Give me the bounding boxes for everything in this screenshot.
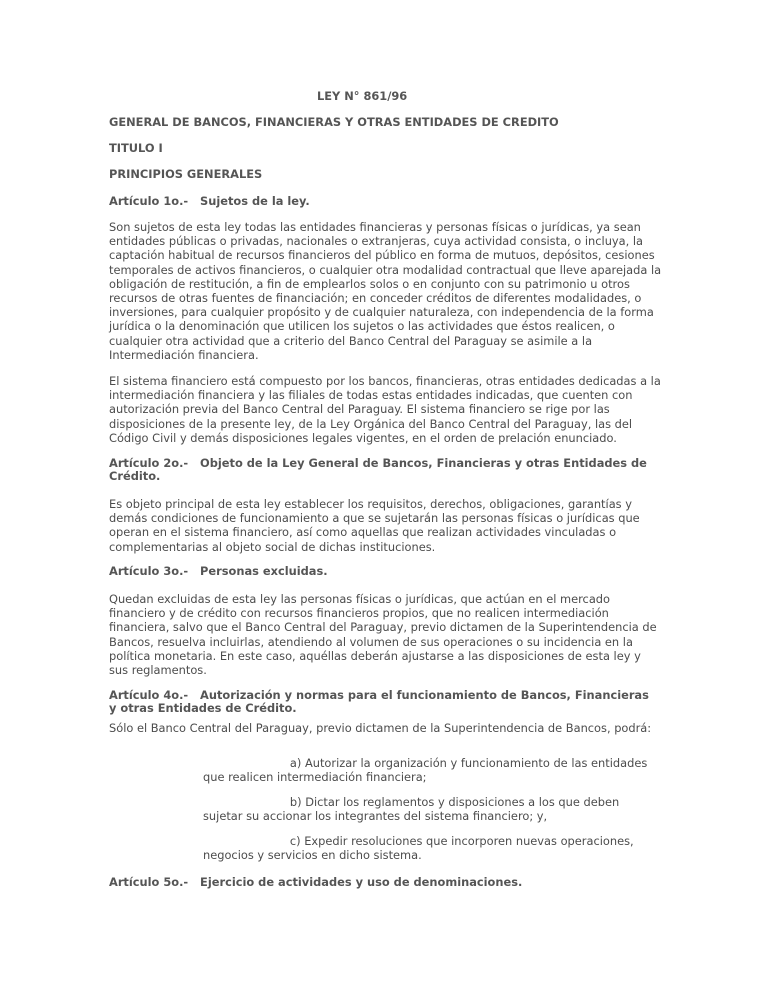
law-subtitle: GENERAL DE BANCOS, FINANCIERAS Y OTRAS ENTIDADES DE CREDITO [109, 115, 559, 129]
article-4-paragraph: Sólo el Banco Central del Paraguay, previo dictamen de la Superintendencia de Bancos, podrá: [109, 721, 652, 735]
article-3-heading: Artículo 3o.- Personas excluidas. [109, 564, 328, 578]
law-title: LEY N° 861/96 [317, 89, 408, 103]
article-1-paragraph-1: Son sujetos de esta ley todas las entidades financieras y personas físicas o jurídicas, ya sean entidades públicas o privadas, nacionales o extranjeras, cuya actividad consista, o incluya, la captación habitual de recursos financieros del público en forma de mutuos, depósitos, cesiones temporales de activos financieros, o cualquier otra modalidad contractual que lleve aparejada la obligación de restitución, a fin de emplearlos solos o en conjunto con su patrimonio u otros recursos de otras fuentes de financiación; en conceder créditos de diferentes modalidades, o inversiones, para cualquier propósito y de cualquier naturaleza, con independencia de la forma jurídica o la denominación que utilicen los sujetos o las actividades que éstos realicen, o cualquier otra actividad que a criterio del Banco Central del Paraguay se asimile a la Intermediación financiera. [109, 220, 662, 362]
article-1-paragraph-2: El sistema financiero está compuesto por los bancos, financieras, otras entidades dedicadas a la intermediación financiera y las filiales de todas estas entidades indicadas, que cuenten con autorización previa del Banco Central del Paraguay. El sistema financiero se rige por las disposiciones de la presente ley, de la Ley Orgánica del Banco Central del Paraguay, las del Código Civil y demás disposiciones legales vigentes, en el orden de prelación enunciado. [109, 374, 661, 445]
title-name: PRINCIPIOS GENERALES [109, 167, 263, 181]
article-2-heading: Artículo 2o.- Objeto de la Ley General de Bancos, Financieras y otras Entidades de Crédito. [109, 456, 647, 484]
article-1-heading: Artículo 1o.- Sujetos de la ley. [109, 194, 310, 208]
article-5-heading: Artículo 5o.- Ejercicio de actividades y uso de denominaciones. [109, 875, 523, 889]
article-4-item-c: c) Expedir resoluciones que incorporen nuevas operaciones, negocios y servicios en dicho sistema. [203, 834, 634, 863]
article-4-heading: Artículo 4o.- Autorización y normas para el funcionamiento de Bancos, Financieras y otras Entidades de Crédito. [109, 688, 649, 716]
article-4-item-a: a) Autorizar la organización y funcionamiento de las entidades que realicen intermediación financiera; [203, 756, 648, 785]
article-4-item-b: b) Dictar los reglamentos y disposiciones a los que deben sujetar su accionar los integrantes del sistema financiero; y, [203, 795, 620, 824]
title-number: TITULO I [109, 141, 163, 155]
article-3-paragraph: Quedan excluidas de esta ley las personas físicas o jurídicas, que actúan en el mercado financiero y de crédito con recursos financieros propios, que no realicen intermediación financiera, salvo que el Banco Central del Paraguay, previo dictamen de la Superintendencia de Bancos, resuelva incluirlas, atendiendo al volumen de sus operaciones o su incidencia en la política monetaria. En este caso, aquéllas deberán ajustarse a las disposiciones de esta ley y sus reglamentos. [109, 592, 657, 678]
article-2-paragraph: Es objeto principal de esta ley establecer los requisitos, derechos, obligaciones, garantías y demás condiciones de funcionamiento a que se sujetarán las personas físicas o jurídicas que operan en el sistema financiero, así como aquellas que realizan actividades vinculadas o complementarias al objeto social de dichas instituciones. [109, 497, 640, 554]
